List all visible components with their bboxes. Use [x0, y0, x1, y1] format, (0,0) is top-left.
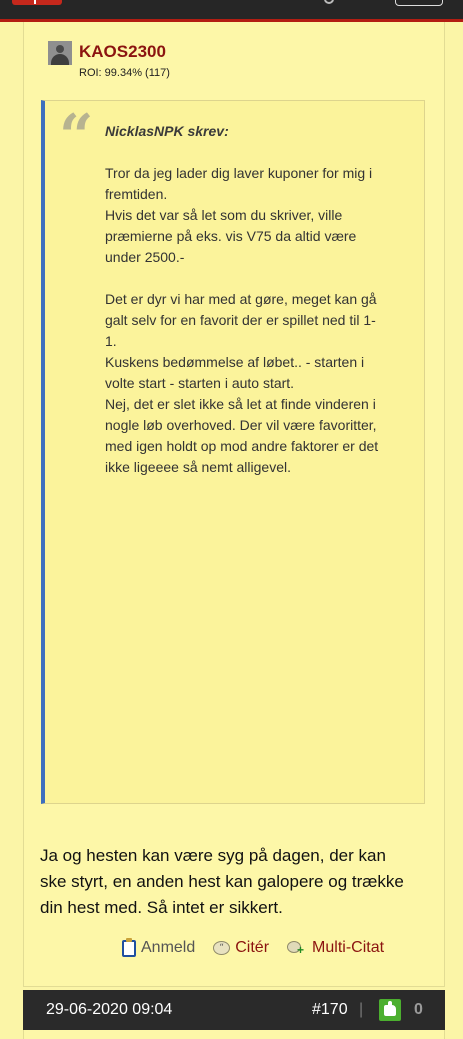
quote-button[interactable] — [213, 939, 269, 957]
like-count: 0 — [414, 1001, 423, 1018]
menu-button[interactable] — [395, 0, 443, 6]
like-button[interactable] — [379, 999, 401, 1021]
report-button[interactable] — [122, 939, 195, 957]
site-logo[interactable] — [12, 0, 62, 5]
multi-quote-button[interactable] — [287, 939, 384, 957]
flag-icon — [34, 0, 44, 4]
post-number-link[interactable]: #170 — [312, 1001, 348, 1018]
next-post — [23, 1030, 445, 1039]
top-navigation-bar — [0, 0, 463, 22]
multi-quote-label: Multi-Citat — [312, 939, 385, 956]
quote-mark-icon: “ — [59, 102, 94, 172]
quote-paragraph: Det er dyr vi har med at gøre, meget kan gå galt selv for en favorit der er spillet ned til 1- 1. Kuskens bedømmelse af løbet.. - starten i volte start - starten i auto start. Nej, det er slet ikke så let at finde vinderen i nogle løb overhoved. Der vil være favoritter, med igen holdt op mod andre faktorer er det ikke ligeeee så nemt alligevel. — [105, 291, 379, 475]
post-footer — [23, 990, 445, 1030]
user-icon[interactable] — [324, 0, 334, 4]
thumbs-up-icon — [384, 1005, 396, 1016]
avatar-head — [56, 45, 64, 53]
footer-separator: | — [359, 1001, 364, 1018]
clipboard-icon — [122, 940, 136, 957]
post-actions — [122, 936, 384, 960]
quote-bubble-icon: “ — [213, 941, 230, 955]
roi-stat: ROI: 99.34% (117) — [79, 67, 170, 79]
quote-body — [105, 163, 410, 478]
avatar-body — [51, 54, 69, 65]
multi-quote-icon: + — [287, 941, 307, 955]
quote-label: Citér — [235, 939, 270, 956]
username-link[interactable]: KAOS2300 — [79, 42, 166, 61]
quote-author: NicklasNPK skrev: — [105, 123, 229, 139]
quote-paragraph: Tror da jeg lader dig laver kuponer for mig i fremtiden. Hvis det var så let som du skriver, ville præmierne på eks. vis V75 da altid være under 2500.- — [105, 165, 373, 265]
report-label: Anmeld — [141, 939, 196, 956]
quote-block — [41, 100, 425, 804]
post-date: 29-06-2020 09:04 — [46, 1001, 173, 1018]
post-body: Ja og hesten kan være syg på dagen, der kan ske styrt, en anden hest kan galopere og trække din hest med. Så intet er sikkert. — [40, 846, 404, 917]
avatar[interactable] — [48, 41, 72, 65]
